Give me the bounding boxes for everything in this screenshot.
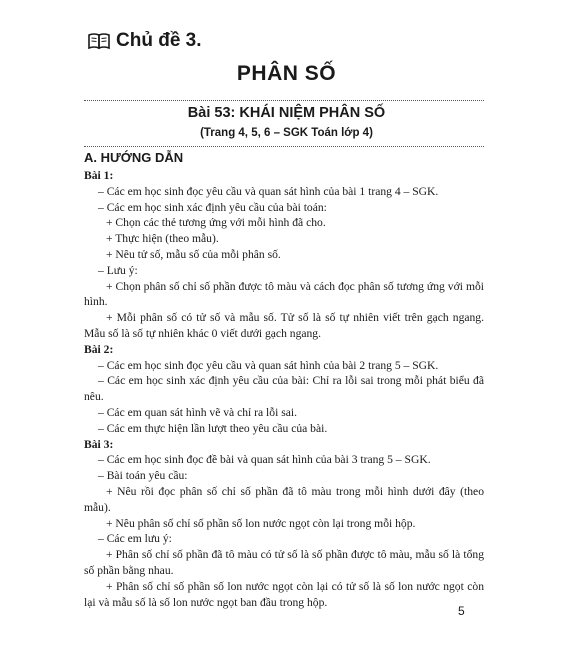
guide-paragraph: – Các em quan sát hình vẽ và chỉ ra lỗi sai. — [98, 405, 297, 419]
lesson-subtitle: (Trang 4, 5, 6 – SGK Toán lớp 4) — [200, 127, 373, 139]
guide-paragraph: – Các em học sinh đọc đề bài và quan sát hình của bài 3 trang 5 – SGK. — [98, 453, 431, 467]
guide-paragraph: + Nêu phân số chỉ số phần số lon nước ngọt còn lại trong mỗi hộp. — [106, 516, 416, 530]
section-heading: A. HƯỚNG DẪN — [84, 150, 184, 165]
open-book-icon — [88, 32, 110, 50]
guide-paragraph: + Thực hiện (theo mẫu). — [106, 232, 219, 246]
guide-paragraph: – Lưu ý: — [98, 263, 138, 277]
lesson-title: Bài 53: KHÁI NIỆM PHÂN SỐ — [187, 105, 386, 121]
guide-paragraph: + Phân số chỉ số phần số lon nước ngọt còn lại có tử số là số lon nước ngọt còn lại và mẫu số là số lon nước ngọt ban đầu trong hộp. — [84, 579, 484, 609]
guide-paragraph: – Các em học sinh đọc yêu cầu và quan sát hình của bài 1 trang 4 – SGK. — [98, 184, 439, 198]
topic-header — [88, 30, 202, 52]
exercise-heading: Bài 1: — [84, 169, 114, 182]
guide-paragraph: – Các em học sinh xác định yêu cầu của bài: Chỉ ra lỗi sai trong mỗi phát biểu đã nêu. — [84, 374, 484, 404]
guide-paragraph: + Nêu rồi đọc phân số chỉ số phần đã tô màu trong mỗi hình dưới đây (theo mẫu). — [84, 484, 484, 514]
divider-bottom — [84, 146, 484, 147]
guide-paragraph: + Chọn phân số chỉ số phần được tô màu và cách đọc phân số tương ứng với mỗi hình. — [84, 279, 484, 309]
guide-paragraph: + Mỗi phân số có tử số và mẫu số. Tử số là số tự nhiên viết trên gạch ngang. Mẫu số là số tự nhiên khác 0 viết dưới gạch ngang. — [84, 311, 484, 340]
guide-paragraph: + Phân số chỉ số phần đã tô màu có tử số là số phần được tô màu, mẫu số là tổng số phần bằng nhau. — [84, 548, 484, 577]
guide-paragraph: – Bài toán yêu cầu: — [98, 469, 188, 483]
topic-label: Chủ đề 3. — [116, 30, 202, 51]
guide-content — [84, 168, 484, 610]
guide-paragraph: – Các em lưu ý: — [98, 532, 172, 546]
chapter-title: PHÂN SỐ — [236, 62, 337, 85]
exercise-heading: Bài 3: — [84, 437, 114, 451]
page-number: 5 — [458, 604, 465, 618]
guide-paragraph: – Các em học sinh đọc yêu cầu và quan sát hình của bài 2 trang 5 – SGK. — [98, 358, 439, 372]
guide-paragraph: – Các em học sinh xác định yêu cầu của bài toán: — [98, 200, 327, 214]
divider-top — [84, 100, 484, 101]
guide-paragraph: + Chọn các thẻ tương ứng với mỗi hình đã cho. — [106, 216, 326, 230]
guide-paragraph: + Nêu tử số, mẫu số của mỗi phân số. — [106, 247, 281, 261]
guide-paragraph: – Các em thực hiện lần lượt theo yêu cầu của bài. — [98, 421, 328, 435]
exercise-heading: Bài 2: — [84, 342, 114, 356]
